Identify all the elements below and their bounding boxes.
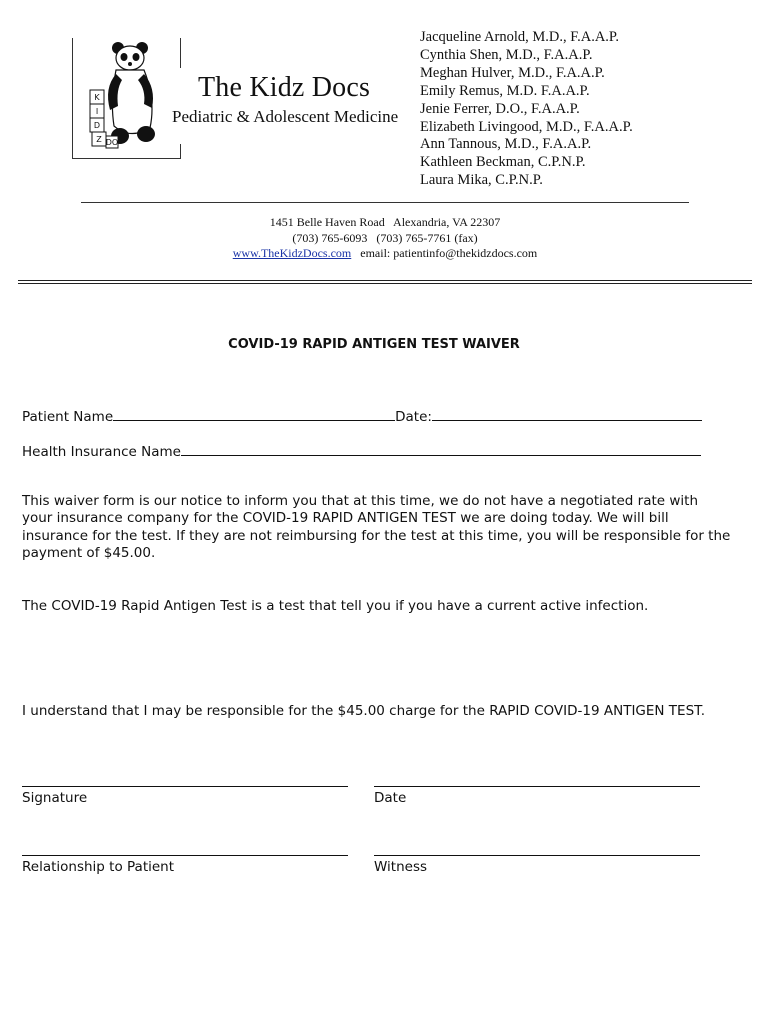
doctor-name: Jenie Ferrer, D.O., F.A.A.P. [420, 100, 580, 117]
doctor-name: Kathleen Beckman, C.P.N.P. [420, 154, 586, 171]
doctor-name: Emily Remus, M.D. F.A.A.P. [420, 82, 590, 99]
signature-label: Signature [22, 790, 88, 806]
relationship-label: Relationship to Patient [22, 859, 175, 875]
panda-logo-icon [80, 40, 164, 152]
form-title: COVID-19 RAPID ANTIGEN TEST WAIVER [228, 337, 520, 352]
logo-letter: Z [96, 135, 102, 144]
brand-name: The Kidz Docs [198, 72, 371, 103]
witness-label: Witness [374, 859, 428, 875]
logo-letter: D [93, 121, 101, 130]
date-signature-field[interactable] [374, 786, 700, 787]
test-description: The COVID-19 Rapid Antigen Test is a test that tell you if you have a current active infection. [22, 598, 649, 614]
email-text: email: patientinfo@thekidzdocs.com [360, 246, 538, 260]
insurance-label: Health Insurance Name [22, 444, 181, 460]
website-link[interactable]: www.TheKidzDocs.com [232, 246, 352, 260]
logo-letter: DO [105, 138, 119, 147]
signature-field[interactable] [22, 786, 348, 787]
contact-block [0, 215, 770, 262]
phone-line: (703) 765-6093 (703) 765-7761 (fax) [292, 230, 478, 245]
insurance-field[interactable] [181, 441, 701, 456]
patient-name-label: Patient Name [22, 409, 114, 425]
acknowledgement-text: I understand that I may be responsible for the $45.00 charge for the RAPID COVID-19 ANTIGEN TEST. [22, 703, 706, 719]
doctor-name: Cynthia Shen, M.D., F.A.A.P. [420, 46, 593, 63]
waiver-paragraph: This waiver form is our notice to inform you that at this time, we do not have a negotiated rate with your insurance company for the COVID-19 RAPID ANTIGEN TEST we are doing today. We will bill insurance for the test. If they are not reimbursing for the test at this time, you will be responsible for the payment of $45.00. [22, 493, 731, 562]
address-line: 1451 Belle Haven Road Alexandria, VA 22307 [269, 215, 501, 229]
logo-letter: I [95, 107, 99, 116]
web-email-line [0, 246, 770, 262]
doctor-name: Elizabeth Livingood, M.D., F.A.A.P. [420, 118, 633, 135]
doctor-name: Laura Mika, C.P.N.P. [420, 172, 543, 189]
header-double-rule [18, 280, 752, 284]
relationship-field[interactable] [22, 855, 348, 856]
logo-letter: K [94, 93, 100, 102]
brand-subtitle: Pediatric & Adolescent Medicine [172, 107, 399, 126]
date-label: Date: [395, 409, 432, 425]
insurance-row [22, 441, 701, 460]
patient-name-field[interactable] [113, 406, 395, 421]
doctor-name: Jacqueline Arnold, M.D., F.A.A.P. [420, 29, 620, 45]
doctor-name: Ann Tannous, M.D., F.A.A.P. [420, 136, 592, 153]
date-field[interactable] [432, 406, 702, 421]
witness-field[interactable] [374, 855, 700, 856]
doctor-list [420, 29, 633, 190]
date-signature-label: Date [374, 790, 407, 806]
header-divider [81, 202, 689, 203]
patient-name-row [22, 406, 702, 425]
doctor-name: Meghan Hulver, M.D., F.A.A.P. [420, 64, 605, 81]
